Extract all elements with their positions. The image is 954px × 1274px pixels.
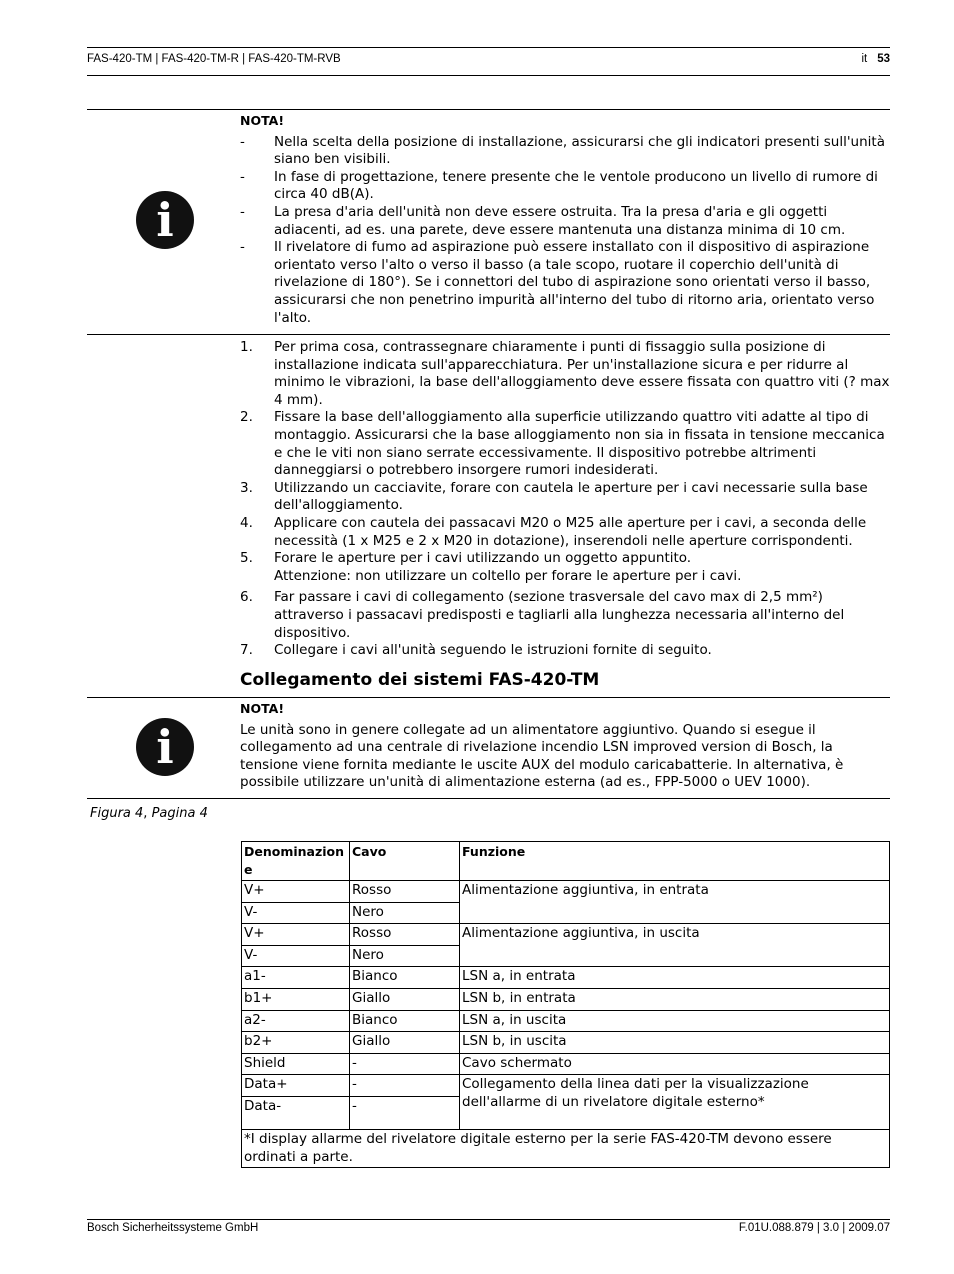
table-row: b1+ Giallo LSN b, in entrata [242, 988, 890, 1010]
step-warning: Attenzione: non utilizzare un coltello per forare le aperture per i cavi. [274, 567, 742, 584]
table-row: a2- Bianco LSN a, in uscita [242, 1010, 890, 1032]
info-icon: i [136, 718, 194, 776]
table-row: V+ Rosso Alimentazione aggiuntiva, in entrata [242, 881, 890, 903]
table-header: Funzione [460, 842, 890, 881]
header-lang: it [861, 53, 868, 65]
step-item: 3. Utilizzando un cacciavite, forare con cautela le aperture per i cavi necessarie sulla base dell'alloggiamento. [240, 479, 868, 514]
note-box-installation [87, 109, 890, 335]
footer-doc-id: F.01U.088.879 | 3.0 | 2009.07 [738, 1222, 890, 1234]
installation-steps [240, 339, 890, 660]
info-icon: i [136, 191, 194, 249]
note-list-item: - Il rivelatore di fumo ad aspirazione può essere installato con il dispositivo di aspirazione orientato verso l'alto o verso il basso (a tale scopo, ruotare il coperchio dell'unità di rivelazione di 180°). Se i connettori del tubo di aspirazione sono orientati verso il basso, assicurarsi che non penetrino impurità all'interno del tubo di ritorno aria, orientato verso l'alto. [240, 239, 875, 326]
page-header [87, 47, 890, 76]
table-header-row [242, 842, 890, 881]
table-header: Denominazion e [242, 842, 350, 881]
header-doc-title: FAS-420-TM | FAS-420-TM-R | FAS-420-TM-RVB [87, 53, 341, 65]
step-item: 5. Forare le aperture per i cavi utilizzando un oggetto appuntito. Attenzione: non utilizzare un coltello per forare le aperture per i cavi. [240, 550, 742, 584]
section-title: Collegamento dei sistemi FAS-420-TM [240, 670, 600, 690]
table-footnote-row [242, 1129, 890, 1167]
table-row: Data+ - Collegamento della linea dati per la visualizzazione dell'allarme di un rivelatore digitale esterno* [242, 1075, 890, 1097]
table-row: V+ Rosso Alimentazione aggiuntiva, in uscita [242, 924, 890, 946]
step-item: 4. Applicare con cautela dei passacavi M20 o M25 alle aperture per i cavi, a seconda delle necessità (1 x M25 e 2 x M20 in dotazione), inserendoli nelle aperture corrispondenti. [240, 514, 867, 549]
note-list [240, 134, 890, 328]
table-row: Shield - Cavo schermato [242, 1053, 890, 1075]
step-item: 2. Fissare la base dell'alloggiamento alla superficie utilizzando quattro viti adatte al tipo di montaggio. Assicurarsi che la base alloggiamento non sia in fissata in tensione meccanica e che le viti non siano serrate eccessivamente. Il dispositivo potrebbe altrimenti danneggiarsi o potrebbero insorgere rumori indesiderati. [240, 409, 885, 479]
step-item: 7. Collegare i cavi all'unità seguendo le istruzioni fornite di seguito. [240, 642, 712, 659]
header-page-number: 53 [877, 53, 890, 65]
note-title: NOTA! [240, 113, 285, 128]
note-box-connection [87, 697, 890, 799]
note-body [240, 112, 890, 327]
footer-company: Bosch Sicherheitssysteme GmbH [87, 1222, 259, 1234]
table-footnote: *I display allarme del rivelatore digitale esterno per la serie FAS-420-TM devono essere ordinati a parte. [242, 1129, 890, 1167]
table-row: a1- Bianco LSN a, in entrata [242, 967, 890, 989]
table-row: V- Nero [242, 945, 890, 967]
header-page-info [861, 53, 890, 65]
step-item: 1. Per prima cosa, contrassegnare chiaramente i punti di fissaggio sulla posizione di installazione indicata sull'apparecchiatura. Per un'installazione sicura e per ridurre al minimo le vibrazioni, la base dell'alloggiamento deve essere fissata con quattro viti (? max 4 mm). [240, 339, 890, 408]
note-title: NOTA! [240, 701, 285, 716]
table-row: Data- - [242, 1096, 890, 1129]
note-text: Le unità sono in genere collegate ad un alimentatore aggiuntivo. Quando si esegue il collegamento ad una centrale di rivelazione incendio LSN improved version di Bosch, la tensione viene fornita mediante le uscite AUX del modulo caricabatterie. In alternativa, è possibile utilizzare un'unità di alimentazione esterna (ad es., FPP-5000 o UEV 1000). [240, 721, 844, 791]
connection-table [241, 841, 890, 1168]
note-list-item: - La presa d'aria dell'unità non deve essere ostruita. Tra la presa d'aria e gli oggetti adiacenti, ad es. una parete, deve essere mantenuta una distanza minima di 10 cm. [240, 203, 846, 238]
table-row: V- Nero [242, 902, 890, 924]
figure-caption: Figura 4, Pagina 4 [90, 806, 208, 821]
note-list-item: - Nella scelta della posizione di installazione, assicurarsi che gli indicatori presenti sull'unità siano ben visibili. [240, 133, 885, 168]
table-header: Cavo [350, 842, 460, 881]
step-item: 6. Far passare i cavi di collegamento (sezione trasversale del cavo max di 2,5 mm²) attraverso i passacavi predisposti e tagliarli alla lunghezza necessaria all'interno del dispositivo. [240, 589, 845, 641]
table-row: b2+ Giallo LSN b, in uscita [242, 1032, 890, 1054]
note-list-item: - In fase di progettazione, tenere presente che le ventole producono un livello di rumore di circa 40 dB(A). [240, 168, 878, 203]
page-footer [87, 1219, 890, 1240]
note-body [240, 700, 890, 792]
